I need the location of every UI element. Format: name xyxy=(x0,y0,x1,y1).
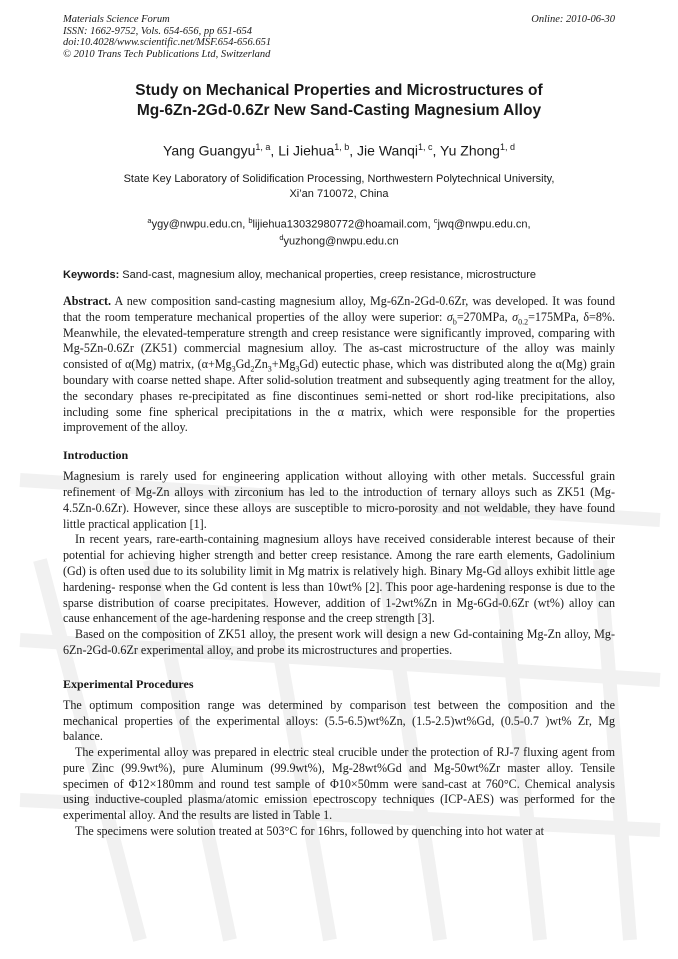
author-name: Li Jiehua xyxy=(278,142,335,159)
abstract-text: +Mg xyxy=(271,357,296,372)
paper-title xyxy=(63,81,615,121)
author-emails xyxy=(63,214,615,249)
paragraph: Based on the composition of ZK51 alloy, the present work will design a new Gd-containing Mg-Zn alloy, Mg-6Zn-2Gd-0.6Zr experimental alloy, and probe its microstructures and properties. xyxy=(63,627,615,657)
title-line-2: Mg-6Zn-2Gd-0.6Zr New Sand-Casting Magnesium Alloy xyxy=(136,102,542,119)
section-heading-experimental: Experimental Procedures xyxy=(63,676,194,691)
abstract-text: A new composition sand-casting magnesium alloy, Mg-6Zn-2Gd-0.6Zr, was developed. It was found that the room temperature mechanical properties of the alloy were superior: xyxy=(63,293,615,324)
sigma-symbol: σ xyxy=(512,309,519,324)
author-list xyxy=(63,142,615,159)
title-line-1: Study on Mechanical Properties and Microstructures of xyxy=(135,82,543,99)
paragraph: In recent years, rare-earth-containing magnesium alloys have received considerable interest because of their potential for achieving higher strength and better creep resistance. Among the rare earth elements, Gadolinium (Gd) is often used due to its solubility limit in Mg matrix is relatively high. Binary Mg-Gd alloys exhibit little age hardening- response when the Gd content is less than 10wt% [2]. This poor age-hardening response is due to the sparse distribution of coarse precipitates. However, addition of 1-2wt%Zn in Mg-6Gd-0.6Zr (wt%) alloy can cause enhancement of the age-hardening response and the creep strength [3]. xyxy=(63,532,615,626)
keywords-text: Sand-cast, magnesium alloy, mechanical properties, creep resistance, microstructure xyxy=(119,268,536,281)
issn-line: ISSN: 1662-9752, Vols. 654-656, pp 651-654 xyxy=(63,25,252,37)
paragraph: Magnesium is rarely used for engineering application without alloying with other metals. Successful grain refinement of Mg-Zn alloys with zirconium has led to the introduction of ternary alloys such as ZK51 (Mg-4.5Zn-0.6Zr). However, since these alloys are susceptible to micro-porosity and not weldable, they have found little practical application [1]. xyxy=(63,469,615,531)
sigma-symbol: σ xyxy=(446,309,453,324)
introduction-section xyxy=(63,469,615,659)
abstract-text: Zn xyxy=(254,357,268,372)
copyright-line: © 2010 Trans Tech Publications Ltd, Switzerland xyxy=(63,48,271,60)
author-affil-sup: 1, c xyxy=(417,142,433,152)
email-sup: c xyxy=(433,215,438,225)
paragraph: The optimum composition range was determined by comparison test between the composition and the mechanical properties of the experimental alloys: (5.5-6.5)wt%Zn, (1.5-2.5)wt%Gd, (0.5-0.7 )wt% Zr, Mg balance. xyxy=(63,697,615,744)
email-sup: a xyxy=(147,215,152,225)
email-c[interactable]: jwq@nwpu.edu.cn, xyxy=(437,218,531,231)
journal-header xyxy=(63,14,615,60)
experimental-section xyxy=(63,698,615,840)
abstract-text: Gd xyxy=(235,357,251,372)
subscript: 2 xyxy=(250,364,255,374)
abstract xyxy=(63,294,615,436)
author-affil-sup: 1, b xyxy=(334,142,350,152)
affiliation xyxy=(63,172,615,202)
abstract-text: =175MPa, δ=8%. Meanwhile, the elevated-temperature strength and creep resistance were significantly improved, comparing with Mg-5Zn-0.6Zr (ZK51) commercial magnesium alloy. The as-cast microstructure of the alloy was mainly consisted of α(Mg) matrix, (α+Mg xyxy=(63,309,615,372)
paragraph: The experimental alloy was prepared in electric steal crucible under the protection of RJ-7 fluxing agent from pure Zinc (99.9wt%), pure Aluminum (99.9wt%), Mg-28wt%Gd and Mg-50wt%Zr master alloy. Tensile specimen of Φ12×180mm and round test sample of Φ10×50mm were sand-cast at 760°C. Chemical analysis using inductive-coupled plasma/atomic emission epectroscopy techniques (ICP-AES) was performed for the experimental alloy. And the results are listed in Table 1. xyxy=(63,745,615,823)
section-heading-introduction: Introduction xyxy=(63,448,129,463)
doi-line[interactable]: doi:10.4028/www.scientific.net/MSF.654-656.651 xyxy=(63,37,272,48)
author-sep: , xyxy=(270,142,279,159)
author-name: Jie Wanqi xyxy=(357,142,418,159)
paper-page xyxy=(63,14,615,840)
abstract-text: Gd) eutectic phase, which was distributed along the α(Mg) grain boundary with coarse netted shape. After solid-solution treatment and subsequently aging treatment for the alloy, the secondary phases re-precipitated as fine discontinues semi-netted or short rod-like precipitations, also including some fine spherical precipitations in the α matrix, which were responsible for the properties improvement of the alloy. xyxy=(63,357,615,435)
subscript: 3 xyxy=(295,364,300,374)
subscript: 3 xyxy=(267,364,272,374)
author-sep: , xyxy=(432,142,441,159)
paragraph: The specimens were solution treated at 503°C for 16hrs, followed by quenching into hot water at xyxy=(75,824,544,839)
keywords xyxy=(63,269,615,281)
affiliation-line-1: State Key Laboratory of Solidification Processing, Northwestern Polytechnical University, xyxy=(123,172,555,185)
affiliation-line-2: Xi’an 710072, China xyxy=(289,187,389,200)
abstract-text: =270MPa, xyxy=(456,309,513,324)
email-d[interactable]: yuzhong@nwpu.edu.cn xyxy=(283,235,399,248)
email-sup: b xyxy=(248,215,253,225)
subscript: 0.2 xyxy=(518,317,529,327)
author-affil-sup: 1, d xyxy=(499,142,515,152)
email-b[interactable]: lijiehua13032980772@hoamail.com, xyxy=(252,218,434,231)
author-name: Yu Zhong xyxy=(440,142,500,159)
email-a[interactable]: ygy@nwpu.edu.cn, xyxy=(151,218,249,231)
author-sep: , xyxy=(349,142,358,159)
abstract-label: Abstract. xyxy=(63,293,112,308)
journal-name: Materials Science Forum xyxy=(63,14,170,25)
subscript: b xyxy=(452,317,457,327)
online-date: Online: 2010-06-30 xyxy=(531,14,615,25)
subscript: 3 xyxy=(231,364,236,374)
author-name: Yang Guangyu xyxy=(163,142,256,159)
keywords-label: Keywords: xyxy=(63,268,120,281)
author-affil-sup: 1, a xyxy=(255,142,271,152)
email-sup: d xyxy=(279,233,284,243)
